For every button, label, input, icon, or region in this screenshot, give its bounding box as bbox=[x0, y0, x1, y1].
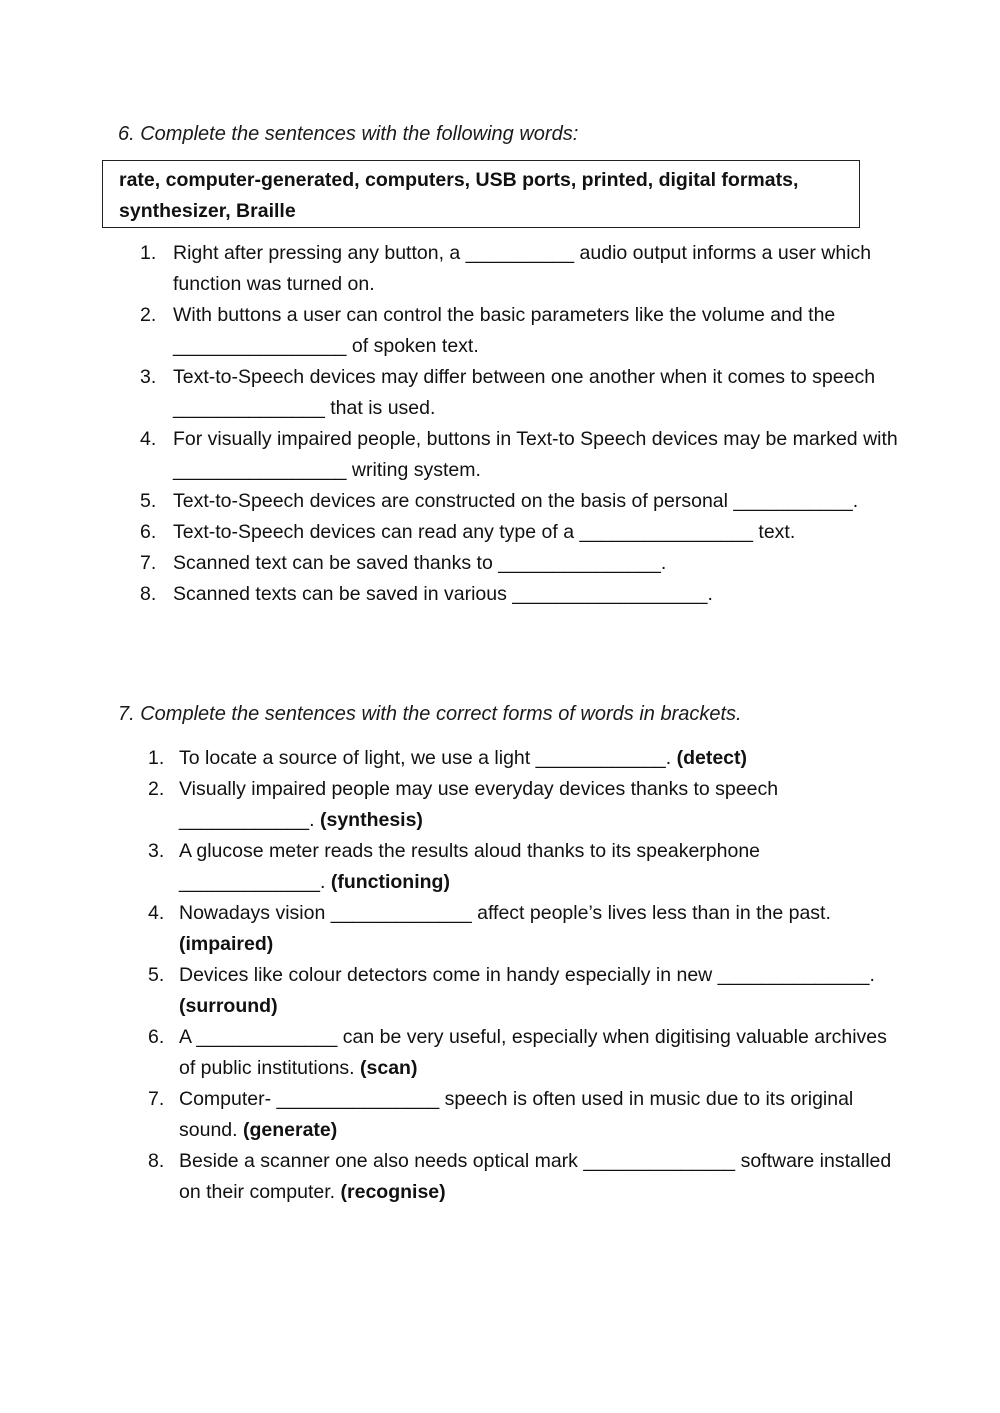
item-text: Text-to-Speech devices are constructed on the basis of personal ___________. bbox=[173, 490, 859, 512]
item-number: 6. bbox=[148, 1026, 165, 1048]
item-text: A glucose meter reads the results aloud thanks to its speakerphone _____________. bbox=[179, 840, 761, 893]
list-item bbox=[146, 1146, 906, 1208]
item-text: With buttons a user can control the basic parameters like the volume and the ________________ of spoken text. bbox=[173, 304, 836, 357]
item-number: 2. bbox=[140, 304, 157, 326]
item-text: Scanned text can be saved thanks to _______________. bbox=[173, 552, 667, 574]
item-text: Devices like colour detectors come in handy especially in new ______________. bbox=[179, 964, 875, 986]
exercise-7-list bbox=[146, 743, 906, 1208]
word-hint: (generate) bbox=[242, 1119, 338, 1141]
item-number: 3. bbox=[140, 366, 157, 388]
list-item bbox=[146, 960, 906, 1022]
list-item bbox=[140, 517, 900, 548]
list-item bbox=[146, 1022, 906, 1084]
item-number: 5. bbox=[140, 490, 157, 512]
exercise-6-list bbox=[140, 238, 900, 610]
item-number: 2. bbox=[148, 778, 165, 800]
list-item bbox=[146, 836, 906, 898]
item-number: 8. bbox=[148, 1150, 165, 1172]
item-number: 7. bbox=[140, 552, 157, 574]
exercise-6-heading: 6. Complete the sentences with the following words: bbox=[118, 123, 579, 145]
list-item bbox=[140, 548, 900, 579]
item-text: Nowadays vision _____________ affect people’s lives less than in the past. bbox=[179, 902, 831, 924]
item-text: A _____________ can be very useful, especially when digitising valuable archives of public institutions. bbox=[179, 1026, 887, 1079]
word-bank-box: rate, computer-generated, computers, USB ports, printed, digital formats, synthesizer, Braille bbox=[102, 160, 860, 228]
word-hint: (scan) bbox=[360, 1057, 418, 1079]
item-number: 5. bbox=[148, 964, 165, 986]
item-text: For visually impaired people, buttons in Text-to Speech devices may be marked with ________________ writing system. bbox=[173, 428, 898, 481]
item-text: Visually impaired people may use everyday devices thanks to speech ____________. bbox=[179, 778, 779, 831]
item-text: Scanned texts can be saved in various __________________. bbox=[173, 583, 713, 605]
word-hint: (recognise) bbox=[340, 1181, 446, 1203]
item-number: 4. bbox=[140, 428, 157, 450]
list-item bbox=[146, 743, 906, 774]
list-item bbox=[146, 898, 906, 960]
item-number: 1. bbox=[148, 747, 165, 769]
list-item bbox=[140, 300, 900, 362]
item-number: 4. bbox=[148, 902, 165, 924]
item-number: 3. bbox=[148, 840, 165, 862]
list-item bbox=[140, 362, 900, 424]
list-item bbox=[140, 238, 900, 300]
item-text: Text-to-Speech devices may differ between one another when it comes to speech ______________ that is used. bbox=[173, 366, 876, 419]
word-hint: (functioning) bbox=[330, 871, 450, 893]
list-item bbox=[140, 579, 900, 610]
word-hint: (detect) bbox=[676, 747, 748, 769]
item-number: 1. bbox=[140, 242, 157, 264]
item-text: Text-to-Speech devices can read any type of a ________________ text. bbox=[173, 521, 796, 543]
item-text: To locate a source of light, we use a light ____________. bbox=[179, 747, 677, 769]
word-hint: (surround) bbox=[179, 995, 278, 1017]
item-text: Computer- _______________ speech is often used in music due to its original sound. bbox=[179, 1088, 854, 1141]
item-number: 7. bbox=[148, 1088, 165, 1110]
list-item bbox=[140, 486, 900, 517]
item-number: 6. bbox=[140, 521, 157, 543]
list-item bbox=[140, 424, 900, 486]
word-hint: (synthesis) bbox=[319, 809, 423, 831]
word-hint: (impaired) bbox=[179, 933, 274, 955]
item-number: 8. bbox=[140, 583, 157, 605]
list-item bbox=[146, 774, 906, 836]
list-item bbox=[146, 1084, 906, 1146]
exercise-7-heading: 7. Complete the sentences with the correct forms of words in brackets. bbox=[118, 703, 742, 725]
item-text: Beside a scanner one also needs optical mark ______________ software installed on their computer. bbox=[179, 1150, 892, 1203]
item-text: Right after pressing any button, a __________ audio output informs a user which function was turned on. bbox=[173, 242, 872, 295]
